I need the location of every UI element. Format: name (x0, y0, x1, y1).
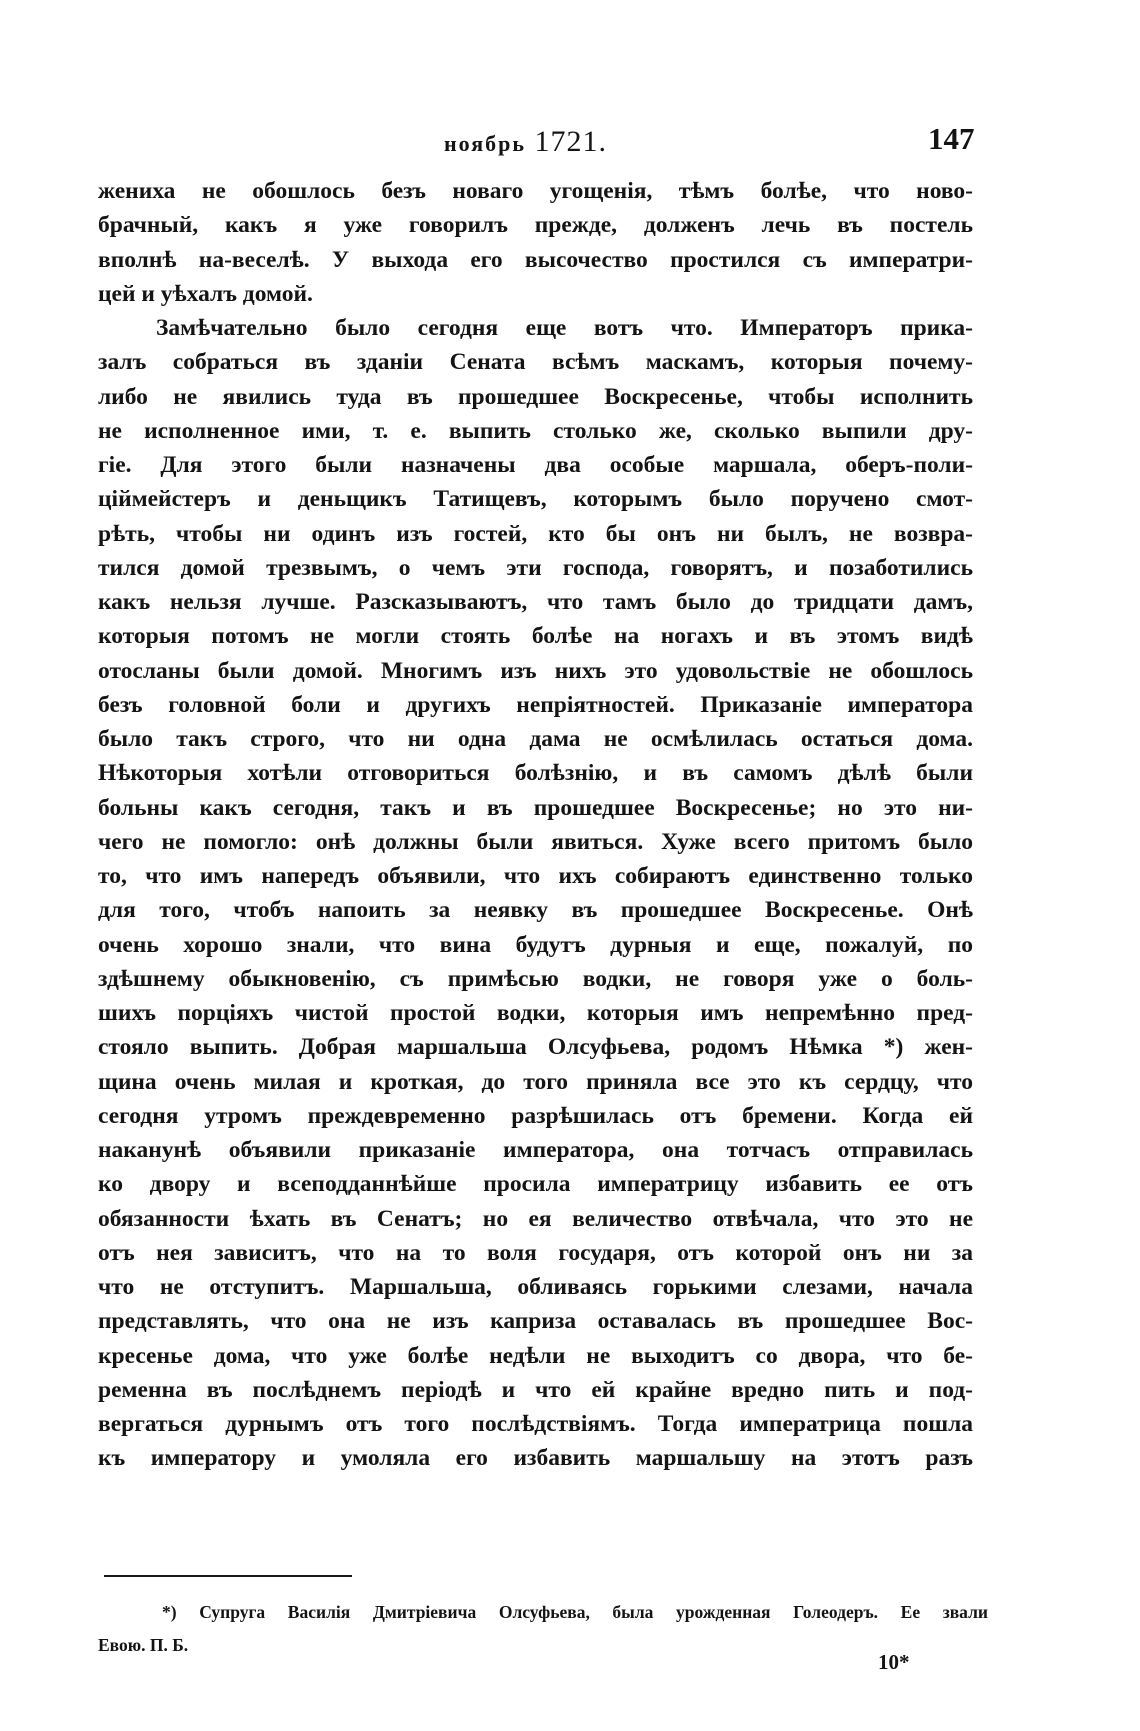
text-line: цiймейстеръ и деньщикъ Татищевъ, которымъ было поручено смот- (98, 486, 973, 513)
body-text (98, 174, 973, 1476)
text-line: брачный, какъ я уже говорилъ прежде, долженъ лечь въ постель (98, 212, 973, 239)
text-line: обязанности ѣхать въ Сенатъ; но ея величество отвѣчала, что это не (98, 1205, 973, 1232)
text-line: сегодня утромъ преждевременно разрѣшилась отъ бремени. Когда ей (98, 1102, 973, 1129)
footnote (98, 1596, 988, 1662)
text-line: что не отступитъ. Маршальша, обливаясь горькими слезами, начала (98, 1274, 973, 1300)
text-line: рѣть, чтобы ни одинъ изъ гостей, кто бы онъ ни былъ, не возвра- (98, 520, 973, 547)
header-year: 1721. (534, 125, 608, 158)
text-line: для того, чтобъ напоить за неявку въ прошедшее Воскресенье. Онѣ (98, 897, 973, 924)
paragraph-start-line: Замѣчательно было сегодня еще вотъ что. Императоръ прика- (156, 315, 973, 341)
text-line: залъ собраться въ зданіи Сената всѣмъ маскамъ, которыя почему- (98, 349, 973, 376)
text-line: отъ нея зависитъ, что на то воля государя, отъ которой онъ ни за (98, 1239, 973, 1266)
text-line: представлять, что она не изъ каприза оставалась въ прошедшее Вос- (98, 1308, 973, 1335)
text-line: наканунѣ объявили приказаніе императора, она тотчасъ отправилась (98, 1137, 973, 1163)
text-line: Нѣкоторыя хотѣли отговориться болѣзнію, и въ самомъ дѣлѣ были (98, 760, 973, 787)
text-line: очень хорошо знали, что вина будутъ дурныя и еще, пожалуй, по (98, 931, 973, 958)
text-line: стояло выпить. Добрая маршальша Олсуфьева, родомъ Нѣмка *) жен- (98, 1034, 973, 1061)
text-line: вполнѣ на-веселѣ. У выхода его высочество простился съ императри- (98, 246, 973, 273)
text-line: отосланы были домой. Многимъ изъ нихъ это удовольствіе не обошлось (98, 657, 973, 684)
text-line: было такъ строго, что ни одна дама не осмѣлилась остаться дома. (98, 726, 973, 752)
text-line: къ императору и умоляла его избавить маршальшу на этотъ разъ (98, 1445, 973, 1472)
text-line: не исполненное ими, т. е. выпить столько же, сколько выпили дру- (98, 417, 973, 444)
text-line: гіе. Для этого были назначены два особые маршала, оберъ-поли- (98, 452, 973, 478)
text-line: либо не явились туда въ прошедшее Воскресенье, чтобы исполнить (98, 383, 973, 410)
text-line: тился домой трезвымъ, о чемъ эти господа, говорятъ, и позаботились (98, 554, 973, 581)
footnote-divider (104, 1575, 352, 1577)
text-line: вергаться дурнымъ отъ того послѣдствіямъ. Тогда императрица пошла (98, 1411, 973, 1437)
running-title (444, 125, 607, 159)
signature-mark: 10* (878, 1650, 910, 1674)
text-line: ко двору и всеподданнѣйше просила императрицу избавить ее отъ (98, 1171, 973, 1198)
text-line: какъ нельзя лучше. Разсказываютъ, что тамъ было до тридцати дамъ, (98, 589, 973, 615)
text-line: щина очень милая и кроткая, до того приняла все это къ сердцу, что (98, 1068, 973, 1095)
text-line: жениха не обошлось безъ новаго угощенія, тѣмъ болѣе, что ново- (98, 178, 973, 204)
text-line: шихъ порціяхъ чистой простой водки, которыя имъ непремѣнно пред- (98, 1000, 973, 1026)
text-line: больны какъ сегодня, такъ и въ прошедшее Воскресенье; но это ни- (98, 794, 973, 821)
text-line: безъ головной боли и другихъ непріятностей. Приказаніе императора (98, 691, 973, 718)
page-number: 147 (928, 121, 975, 156)
text-line: здѣшнему обыкновенію, съ примѣсью водки, не говоря уже о боль- (98, 965, 973, 992)
text-line: кресенье дома, что уже болѣе недѣли не выходитъ со двора, что бе- (98, 1342, 973, 1369)
text-line: чего не помогло: онѣ должны были явиться. Хуже всего притомъ было (98, 828, 973, 855)
text-line: то, что имъ напередъ объявили, что ихъ собираютъ единственно только (98, 863, 973, 889)
footnote-line: Евою. П. Б. (98, 1635, 189, 1655)
running-head (0, 121, 1140, 165)
footnote-line: *) Супруга Василія Дмитріевича Олсуфьева, была урожденная Голеодеръ. Ее звали (162, 1602, 988, 1622)
text-line: ременна въ послѣднемъ періодѣ и что ей крайне вредно пить и под- (98, 1376, 973, 1403)
text-line: цей и уѣхалъ домой. (98, 280, 313, 307)
header-month: ноябрь (444, 131, 527, 156)
text-line: которыя потомъ не могли стоять болѣе на ногахъ и въ этомъ видѣ (98, 623, 973, 650)
